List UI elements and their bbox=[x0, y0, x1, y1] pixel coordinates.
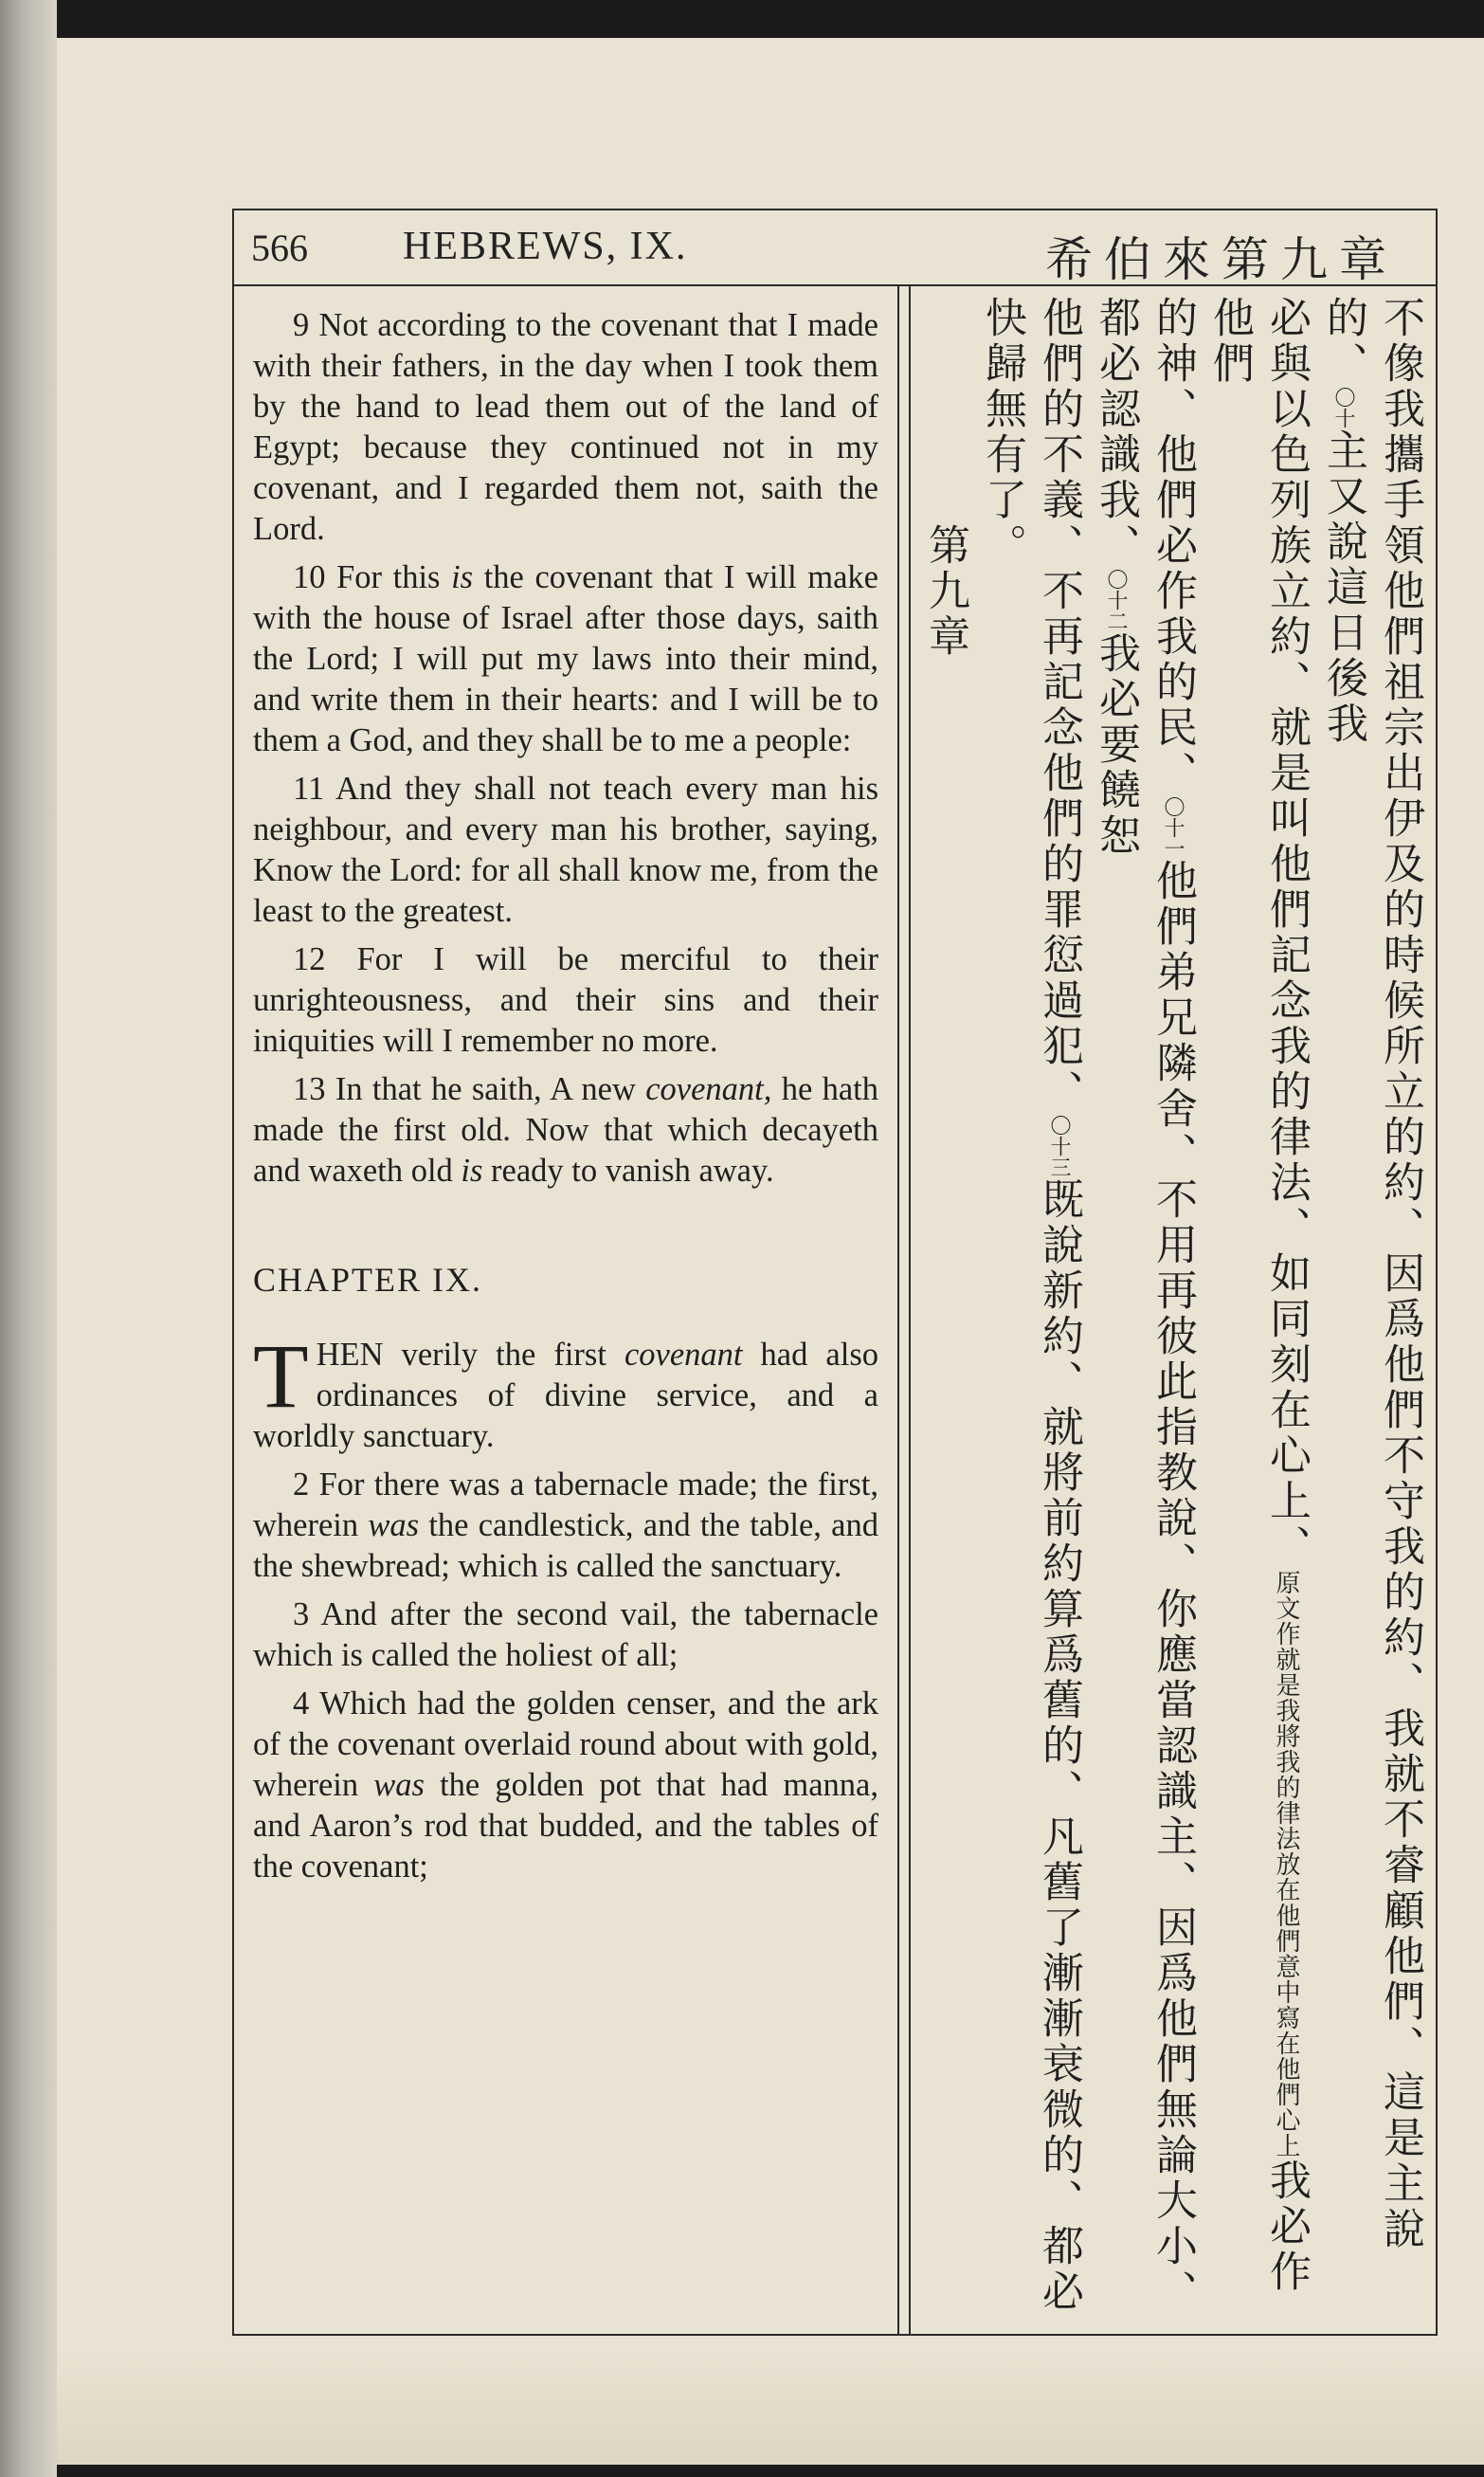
verse-marker: 〇十 bbox=[1331, 387, 1355, 428]
verse-8-11: 11 And they shall not teach every man his neighbour, and every man his brother, saying, Know the Lord: for all shall know me, from the least to the greatest. bbox=[253, 771, 878, 929]
verse-9-4 bbox=[253, 1684, 878, 1887]
chinese-text: 主又說這日後我 bbox=[1319, 428, 1367, 747]
verse-text: 10 For this bbox=[293, 559, 452, 595]
verse-8-13 bbox=[253, 1069, 878, 1192]
running-title: HEBREWS, IX. bbox=[403, 225, 688, 268]
verse-marker: 〇十三 bbox=[1047, 1115, 1071, 1177]
chinese-text: 不像我攜手領他們祖宗出伊及的時候所立的約、因爲他們不守我的約、我就不睿顧他們、這是主說的、 bbox=[1319, 296, 1424, 2252]
verse-text: HEN verily the first bbox=[316, 1337, 624, 1373]
chinese-line-4 bbox=[973, 296, 1087, 2315]
verse-text: ready to vanish away. bbox=[482, 1153, 774, 1189]
chinese-text: 他們弟兄隣舍、不用再彼此指教說、你應當認識主、因爲他們無論大小、都必認識我、 bbox=[1092, 296, 1197, 2315]
italic-word: is bbox=[451, 559, 474, 595]
italic-word: is bbox=[461, 1153, 483, 1189]
italic-word: covenant bbox=[624, 1337, 743, 1373]
chinese-text: 他們的不義、不再記念他們的罪愆過犯、 bbox=[1035, 296, 1083, 1115]
chinese-line-1 bbox=[1314, 296, 1428, 2315]
page-number: 566 bbox=[251, 227, 308, 269]
chapter-heading: CHAPTER IX. bbox=[253, 1261, 483, 1299]
text-frame bbox=[232, 209, 1438, 2336]
verse-text: had also ordinances of divine service, and a worldly sanctuary. bbox=[253, 1337, 878, 1454]
italic-word: was bbox=[373, 1767, 425, 1803]
verse-9-3: 3 And after the second vail, the tabernacle which is called the holiest of all; bbox=[253, 1596, 878, 1673]
verse-8-12: 12 For I will be merciful to their unrighteousness, and their sins and their iniquities will I remember no more. bbox=[253, 941, 878, 1059]
verse-9-1 bbox=[253, 1325, 878, 1457]
chinese-text: 我必要饒恕 bbox=[1092, 631, 1140, 859]
italic-word: covenant, bbox=[645, 1071, 772, 1107]
verse-8-10 bbox=[253, 557, 878, 761]
verse-text: the covenant that I will make with the house of Israel after those days, saith the Lord; I will put my laws into their mind, and write them in their hearts: and I will be to them a God, and they shall be to me a people: bbox=[253, 559, 878, 758]
verse-9-2 bbox=[253, 1465, 878, 1587]
drop-cap: T bbox=[253, 1325, 309, 1427]
page-bottom-margin bbox=[57, 2351, 1484, 2465]
verse-text: the candlestick, and the table, and the shewbread; which is called the sanctuary. bbox=[253, 1507, 878, 1584]
verse-text: 4 Which had the golden censer, and the ark of the covenant overlaid round about with gold, wherein bbox=[253, 1685, 878, 1803]
chinese-line-2 bbox=[1201, 296, 1314, 2315]
verse-8-9: 9 Not according to the covenant that I made with their fathers, in the day when I took them by the hand to lead them out of the land of Egypt; because they continued not in my covenant, and I regarded them not, saith the Lord. bbox=[253, 307, 878, 547]
verse-marker: 〇十二 bbox=[1104, 569, 1128, 631]
chinese-line-3 bbox=[1087, 296, 1201, 2315]
verse-text: 2 For there was a tabernacle made; the first, wherein bbox=[253, 1466, 878, 1543]
english-column bbox=[253, 305, 878, 1895]
chinese-running-title: 希伯來第九章 bbox=[1045, 232, 1398, 287]
book-page-edge bbox=[0, 0, 57, 2477]
verse-text: 13 In that he saith, A new bbox=[293, 1071, 646, 1107]
chinese-column bbox=[916, 296, 1428, 2315]
italic-word: was bbox=[368, 1507, 420, 1543]
verse-text: the golden pot that had manna, and Aaron’s rod that budded, and the tables of the covenant; bbox=[253, 1767, 878, 1885]
verse-marker: 〇十一 bbox=[1161, 796, 1185, 859]
chinese-text: 既說新約、就將前約算爲舊的、凡舊了漸漸衰微的、都必快歸無有了。 bbox=[978, 296, 1083, 2315]
chinese-text: 必與以色列族立約、就是叫他們記念我的律法、如同刻在心上、 bbox=[1262, 296, 1311, 1570]
chinese-chapter-heading: 第九章 bbox=[921, 523, 969, 660]
book-page bbox=[57, 38, 1484, 2465]
chinese-text: 我必作他們 bbox=[1205, 296, 1311, 2295]
chinese-footnote: 原文作就是我將我的律法放在他們意中寫在他們心上 bbox=[1272, 1570, 1300, 2158]
verse-text: he hath made the first old. Now that which decayeth and waxeth old bbox=[253, 1071, 878, 1189]
page-header bbox=[234, 210, 1436, 286]
column-divider bbox=[897, 284, 911, 2334]
chinese-text: 的神、他們必作我的民、 bbox=[1149, 296, 1197, 796]
